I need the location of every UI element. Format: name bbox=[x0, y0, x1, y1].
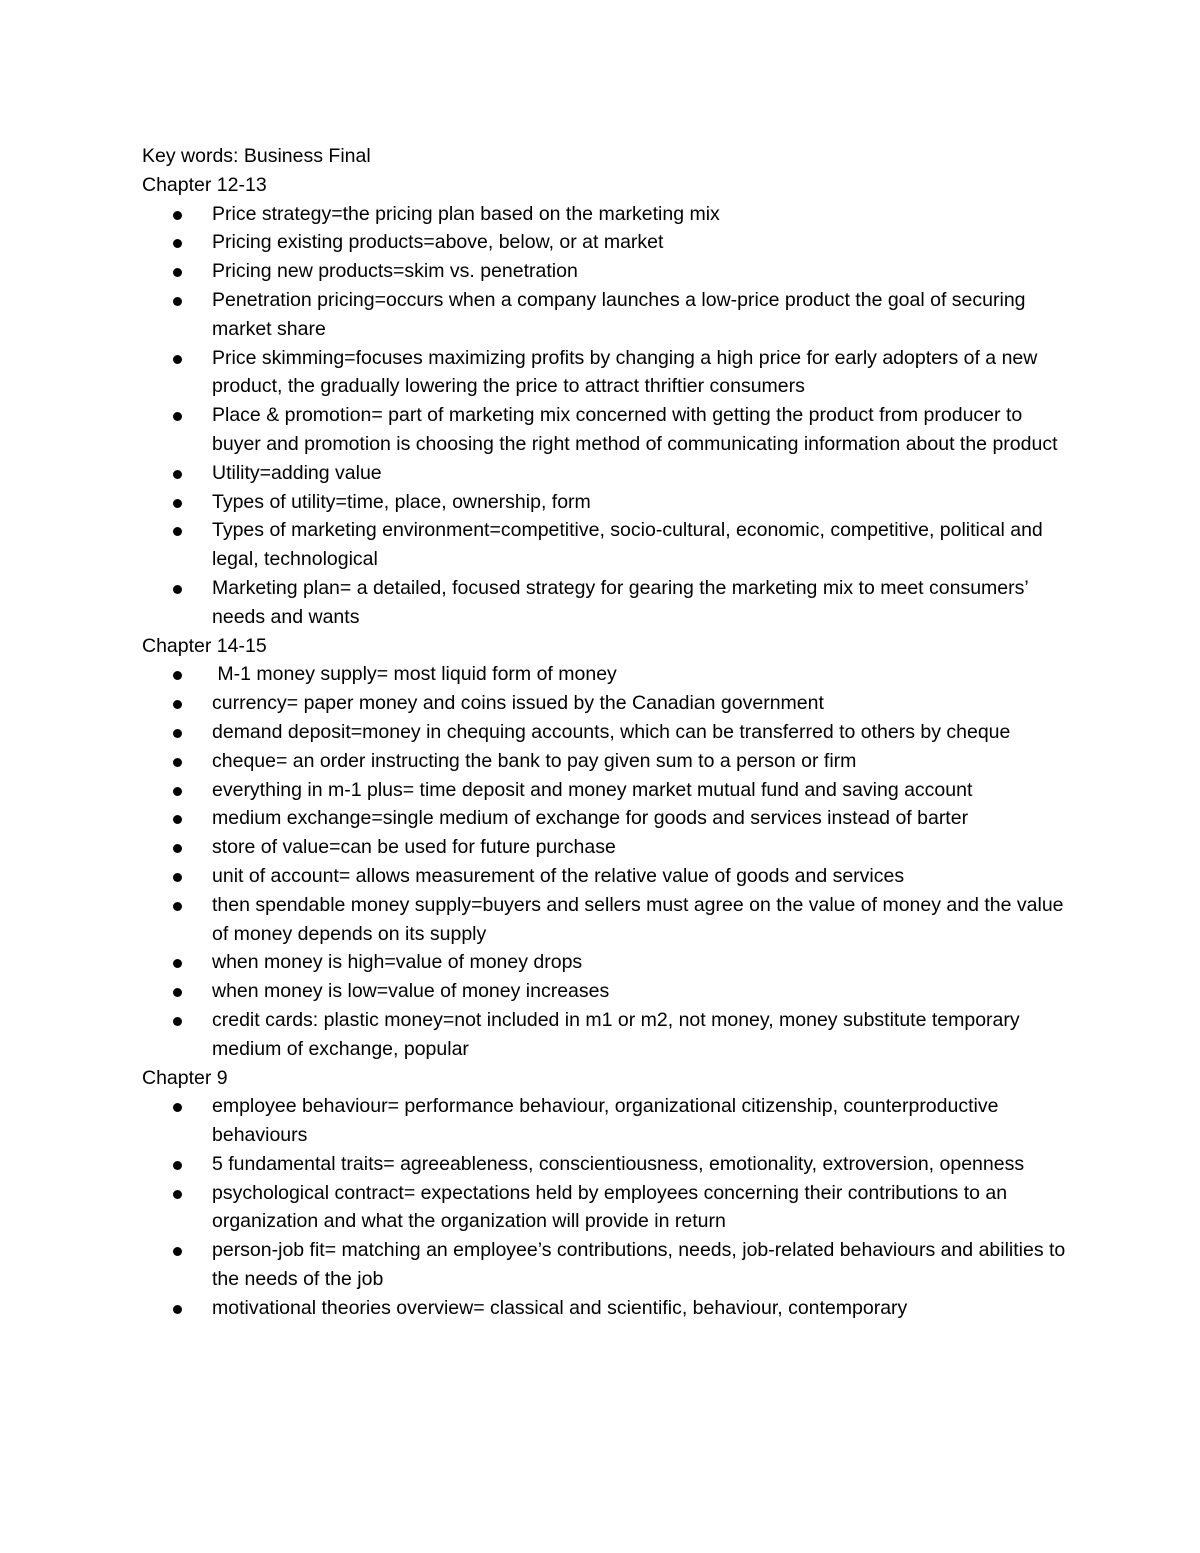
list-item bbox=[142, 1006, 1072, 1064]
list-item-text: Price strategy=the pricing plan based on the marketing mix bbox=[212, 202, 720, 225]
bullet-icon bbox=[173, 815, 182, 824]
list-item bbox=[142, 257, 1072, 286]
list-item-text: Utility=adding value bbox=[212, 461, 382, 484]
bullet-icon bbox=[173, 873, 182, 882]
bullet-icon bbox=[173, 527, 182, 536]
list-item bbox=[142, 1179, 1072, 1237]
bullet-icon bbox=[173, 239, 182, 248]
list-item bbox=[142, 862, 1072, 891]
bullet-icon bbox=[173, 499, 182, 508]
bullet-icon bbox=[173, 211, 182, 220]
list-item-text: currency= paper money and coins issued by the Canadian government bbox=[212, 692, 824, 715]
list-item-text: motivational theories overview= classical and scientific, behaviour, contemporary bbox=[212, 1296, 908, 1319]
bullet-icon bbox=[173, 844, 182, 853]
bullet-icon bbox=[173, 1161, 182, 1170]
list-item-text: medium exchange=single medium of exchange for goods and services instead of barter bbox=[212, 807, 969, 830]
list-item-text: Pricing new products=skim vs. penetration bbox=[212, 260, 578, 283]
list-item-text: demand deposit=money in chequing accounts, which can be transferred to others by cheque bbox=[212, 720, 1011, 743]
list-item bbox=[142, 344, 1072, 402]
section-chapter-14-15 bbox=[142, 632, 1072, 1064]
bullet-icon bbox=[173, 671, 182, 680]
list-item bbox=[142, 660, 1072, 689]
chapter-heading: Chapter 14-15 bbox=[142, 634, 267, 657]
chapter-heading: Chapter 12-13 bbox=[142, 173, 267, 196]
list-item-text: when money is high=value of money drops bbox=[212, 951, 583, 974]
list-item bbox=[142, 401, 1072, 459]
list-item bbox=[142, 804, 1072, 833]
bullet-icon bbox=[173, 959, 182, 968]
list-item bbox=[142, 200, 1072, 229]
list-item-text: person-job fit= matching an employee’s contributions, needs, job-related behaviours and abilities to the needs of the job bbox=[212, 1239, 1066, 1291]
bullet-icon bbox=[173, 412, 182, 421]
keyword-list bbox=[142, 200, 1072, 632]
document-page bbox=[142, 142, 1072, 1323]
list-item-text: Price skimming=focuses maximizing profits by changing a high price for early adopters of a new product, the gradually lowering the price to attract thriftier consumers bbox=[212, 346, 1038, 398]
bullet-icon bbox=[173, 268, 182, 277]
bullet-icon bbox=[173, 1190, 182, 1199]
list-item bbox=[142, 747, 1072, 776]
document-title: Key words: Business Final bbox=[142, 145, 371, 167]
list-item bbox=[142, 459, 1072, 488]
list-item-text: psychological contract= expectations held by employees concerning their contributions to an organization and what the organization will provide in return bbox=[212, 1181, 1008, 1233]
bullet-icon bbox=[173, 988, 182, 997]
list-item-text: cheque= an order instructing the bank to pay given sum to a person or firm bbox=[212, 749, 857, 772]
list-item-text: store of value=can be used for future purchase bbox=[212, 836, 616, 859]
list-item-text: credit cards: plastic money=not included in m1 or m2, not money, money substitute temporary medium of exchange, popular bbox=[212, 1008, 1020, 1060]
list-item bbox=[142, 977, 1072, 1006]
list-item bbox=[142, 891, 1072, 949]
list-item bbox=[142, 1236, 1072, 1294]
bullet-icon bbox=[173, 355, 182, 364]
list-item bbox=[142, 516, 1072, 574]
list-item-text: M-1 money supply= most liquid form of money bbox=[212, 663, 617, 686]
list-item-text: unit of account= allows measurement of the relative value of goods and services bbox=[212, 864, 905, 887]
list-item bbox=[142, 718, 1072, 747]
list-item bbox=[142, 1092, 1072, 1150]
list-item-text: Pricing existing products=above, below, or at market bbox=[212, 231, 664, 254]
list-item-text: then spendable money supply=buyers and sellers must agree on the value of money and the value of money depends on its supply bbox=[212, 893, 1064, 945]
list-item bbox=[142, 1150, 1072, 1179]
list-item bbox=[142, 689, 1072, 718]
bullet-icon bbox=[173, 585, 182, 594]
list-item-text: Penetration pricing=occurs when a company launches a low-price product the goal of securing market share bbox=[212, 288, 1026, 340]
list-item bbox=[142, 833, 1072, 862]
bullet-icon bbox=[173, 1017, 182, 1026]
list-item bbox=[142, 286, 1072, 344]
list-item-text: everything in m-1 plus= time deposit and money market mutual fund and saving account bbox=[212, 778, 973, 801]
keyword-list bbox=[142, 1092, 1072, 1322]
list-item-text: Place & promotion= part of marketing mix concerned with getting the product from producer to buyer and promotion is choosing the right method of communicating information about the product bbox=[212, 404, 1058, 455]
bullet-icon bbox=[173, 758, 182, 767]
list-item bbox=[142, 948, 1072, 977]
bullet-icon bbox=[173, 902, 182, 911]
bullet-icon bbox=[173, 729, 182, 738]
list-item bbox=[142, 776, 1072, 805]
list-item bbox=[142, 574, 1072, 632]
list-item-text: employee behaviour= performance behaviour, organizational citizenship, counterproductive behaviours bbox=[212, 1095, 999, 1147]
list-item bbox=[142, 228, 1072, 257]
list-item-text: Types of marketing environment=competitive, socio-cultural, economic, competitive, political and legal, technological bbox=[212, 519, 1043, 571]
keyword-list bbox=[142, 660, 1072, 1063]
bullet-icon bbox=[173, 297, 182, 306]
list-item-text: when money is low=value of money increases bbox=[212, 980, 610, 1003]
section-chapter-9 bbox=[142, 1064, 1072, 1323]
bullet-icon bbox=[173, 1247, 182, 1256]
list-item-text: Marketing plan= a detailed, focused strategy for gearing the marketing mix to meet consumers’ needs and wants bbox=[212, 576, 1028, 628]
list-item bbox=[142, 1294, 1072, 1323]
bullet-icon bbox=[173, 1305, 182, 1314]
bullet-icon bbox=[173, 470, 182, 479]
chapter-heading: Chapter 9 bbox=[142, 1066, 228, 1089]
bullet-icon bbox=[173, 700, 182, 709]
section-chapter-12-13 bbox=[142, 171, 1072, 632]
list-item-text: 5 fundamental traits= agreeableness, conscientiousness, emotionality, extroversion, openness bbox=[212, 1152, 1025, 1175]
bullet-icon bbox=[173, 1103, 182, 1112]
bullet-icon bbox=[173, 787, 182, 796]
list-item bbox=[142, 488, 1072, 517]
list-item-text: Types of utility=time, place, ownership, form bbox=[212, 490, 591, 513]
